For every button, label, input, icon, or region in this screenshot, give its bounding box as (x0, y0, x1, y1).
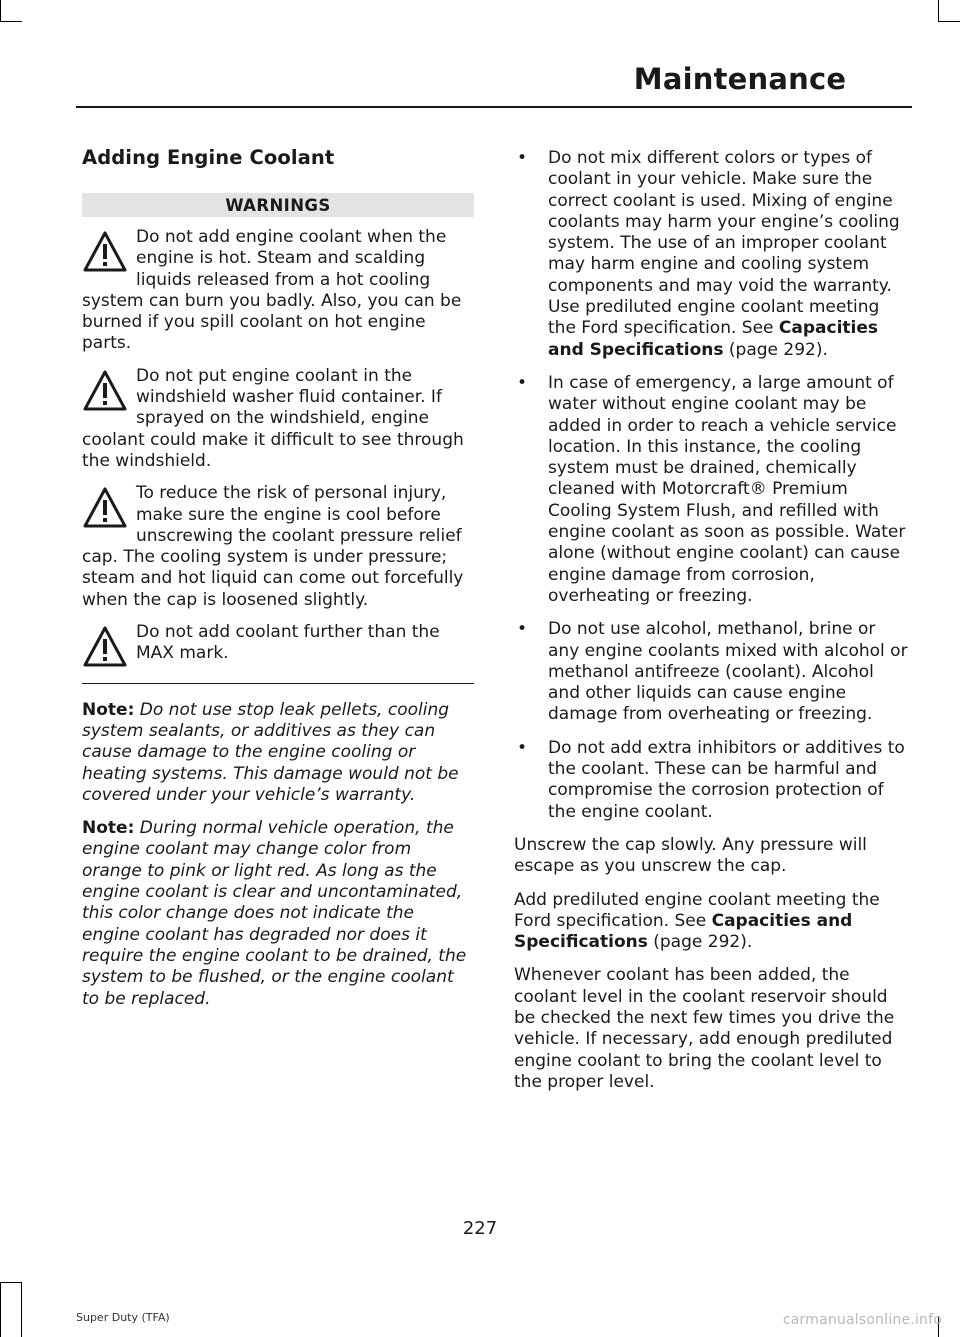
warnings-end-rule (82, 683, 474, 684)
warning-triangle-icon (82, 625, 128, 669)
warning-item (82, 483, 474, 611)
warning-triangle-icon (82, 486, 128, 530)
warning-triangle-icon (82, 369, 128, 413)
cross-reference-link[interactable]: Capacities and Specifications (514, 910, 853, 953)
warning-item (82, 227, 474, 355)
page-reference: (page 292). (647, 932, 753, 953)
warning-text: To reduce the risk of personal injury, make sure the engine is cool before unscrewing the coolant pressure relief cap. The cooling system is under pressure; steam and hot liquid can come out forcefully when the cap is loosened slightly. (82, 483, 464, 610)
crop-mark (21, 1282, 22, 1337)
note-label: Note: (82, 818, 135, 839)
crop-mark (0, 0, 1, 22)
page-reference: (page 292). (723, 339, 828, 360)
body-paragraph: Unscrew the cap slowly. Any pressure will escape as you unscrew the cap. (514, 834, 867, 877)
body-paragraph: Whenever coolant has been added, the coolant level in the coolant reservoir should be checked the next few times you drive the vehicle. If necessary, add enough prediluted engine coolant to bring the coolant level to the proper level. (514, 965, 895, 1092)
header-rule (76, 106, 912, 108)
warnings-bar: WARNINGS (82, 193, 474, 217)
watermark: carmanualsonline.info (782, 1312, 942, 1328)
bullet-mark: • (517, 148, 528, 168)
list-item (514, 619, 908, 725)
cross-reference-link[interactable]: Capacities and Specifications (548, 318, 879, 360)
footer-vehicle-label: Super Duty (TFA) (76, 1311, 170, 1324)
list-item-text: In case of emergency, a large amount of water without engine coolant may be added in order to reach a vehicle service location. In this instance, the cooling system must be drained, chemically cleaned with Motorcraft® Premium Cooling System Flush, and refilled with engine coolant as soon as possible. Water alone (without engine coolant) can cause engine damage from corrosion, overheating or freezing. (548, 372, 906, 606)
page-number: 227 (462, 1218, 498, 1239)
section-title: Maintenance (633, 62, 847, 96)
bullet-mark: • (517, 372, 528, 393)
note-label: Note: (82, 699, 135, 720)
crop-mark (938, 21, 960, 22)
note-paragraph (82, 818, 474, 1010)
crop-mark (0, 21, 22, 22)
list-item (514, 738, 908, 823)
crop-mark (938, 0, 939, 22)
warning-item (82, 366, 474, 472)
note-text: Do not use stop leak pellets, cooling system sealants, or additives as they can cause damage to the engine cooling or heating systems. This damage would not be covered under your vehicle’s warranty. (82, 699, 459, 805)
note-paragraph (82, 700, 474, 806)
crop-mark (0, 1282, 22, 1283)
section-heading: Adding Engine Coolant (82, 146, 335, 169)
crop-mark (0, 1282, 1, 1337)
warning-item (82, 622, 474, 665)
body-text: Add prediluted engine coolant meeting the Ford specification. See (514, 889, 880, 931)
list-item-text: Do not use alcohol, methanol, brine or any engine coolants mixed with alcohol or methanol antifreeze (coolant). Alcohol and other liquids can cause engine damage from overheating or freezing. (548, 619, 908, 725)
bullet-mark: • (517, 737, 528, 758)
bullet-mark: • (517, 619, 528, 640)
list-item (514, 373, 908, 607)
left-column (82, 140, 474, 1022)
bullet-list (514, 148, 908, 823)
warning-text: Do not add engine coolant when the engine is hot. Steam and scalding liquids released from a hot cooling system can burn you badly. Also, you can be burned if you spill coolant on hot engine parts. (82, 227, 462, 354)
list-item-text: Do not add extra inhibitors or additives to the coolant. These can be harmful and compromise the corrosion protection of the engine coolant. (548, 737, 905, 822)
warning-text: Do not add coolant further than the MAX mark. (136, 622, 440, 664)
right-column (514, 148, 908, 1105)
warning-text: Do not put engine coolant in the windshield washer fluid container. If sprayed on the windshield, engine coolant could make it difficult to see through the windshield. (82, 365, 464, 471)
note-text: During normal vehicle operation, the engine coolant may change color from orange to pink or light red. As long as the engine coolant is clear and uncontaminated, this color change does not indicate the engine coolant has degraded nor does it require the engine coolant to be drained, the system to be flushed, or the engine coolant to be replaced. (82, 818, 467, 1009)
list-item-text: Do not mix different colors or types of coolant in your vehicle. Make sure the correct coolant is used. Mixing of engine coolants may harm your engine’s cooling system. The use of an improper coolant may harm engine and cooling system components and may void the warranty. Use prediluted engine coolant meeting the Ford specification. See (548, 148, 900, 339)
warning-triangle-icon (82, 230, 128, 274)
list-item (514, 148, 908, 361)
body-paragraph (514, 890, 908, 954)
